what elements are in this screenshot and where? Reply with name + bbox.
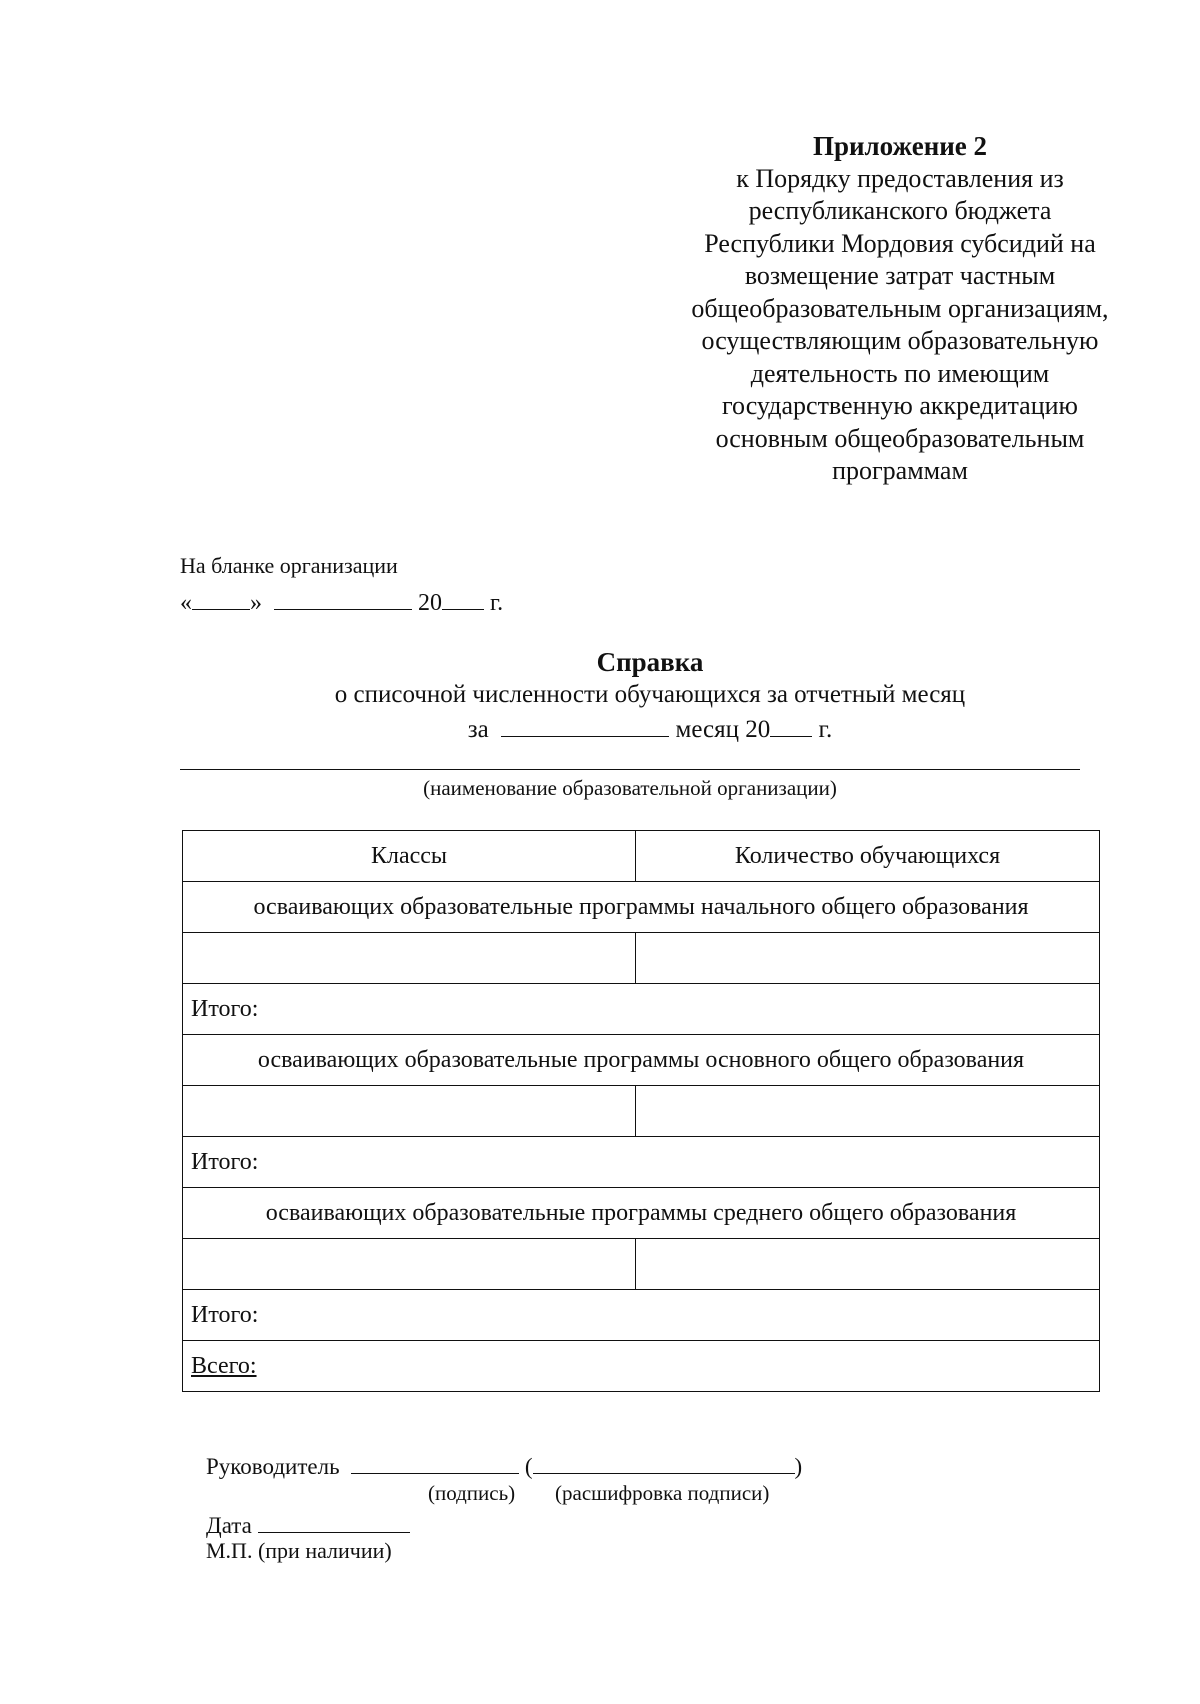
appendix-line: государственную аккредитацию [722,391,1078,420]
grand-total-cell [183,1341,1100,1392]
section-primary-title: осваивающих образовательные программы начального общего образования [183,882,1100,933]
section-row [183,1188,1100,1239]
header-classes: Классы [183,831,636,882]
appendix-line: программам [832,456,968,485]
month-label: месяц 20 [675,716,771,743]
date-close-quote: » [250,590,262,616]
signature-caption: (подпись) [428,1481,516,1505]
date-label: Дата [206,1513,252,1538]
section-secondary-total: Итого: [183,1290,1100,1341]
appendix-line: осуществляющим образовательную [701,326,1099,355]
report-month-blank [501,714,669,737]
stamp-label: М.П. (при наличии) [206,1538,392,1563]
section-row [183,882,1100,933]
month-blank [274,587,412,610]
open-paren: ( [524,1454,533,1479]
signature-line [206,1451,802,1480]
total-row [183,984,1100,1035]
table-row [183,1086,1100,1137]
class-cell[interactable] [183,1086,636,1137]
appendix-line: деятельность по имеющим [750,358,1050,388]
class-cell[interactable] [183,933,636,984]
appendix-block [640,130,1160,488]
total-row [183,1290,1100,1341]
section-basic-title: осваивающих образовательные программы основного общего образования [183,1035,1100,1086]
year-prefix: 20 [418,590,442,616]
section-secondary-title: осваивающих образовательные программы среднего общего образования [183,1188,1100,1239]
organization-name-line [180,769,1080,770]
table-row [183,1239,1100,1290]
appendix-line: к Порядку предоставления из [736,163,1064,193]
signature-decode-blank [533,1451,795,1474]
count-cell[interactable] [636,933,1100,984]
close-paren: ) [794,1454,803,1479]
signature-decode-caption: (расшифровка подписи) [555,1481,770,1505]
grand-total-row [183,1341,1100,1392]
day-blank [192,587,250,610]
students-table [182,830,1100,1392]
section-primary-total: Итого: [183,984,1100,1035]
letterhead-label: На бланке организации [180,553,398,578]
date-open-quote: « [180,590,192,616]
year-blank [442,587,484,610]
appendix-line: общеобразовательным организациям, [691,293,1109,323]
appendix-line: основным общеобразовательным [715,423,1085,453]
reference-month-line [0,714,1200,745]
section-basic-total: Итого: [183,1137,1100,1188]
for-label: за [467,716,489,743]
appendix-title: Приложение 2 [812,131,988,161]
header-student-count: Количество обучающихся [636,831,1100,882]
appendix-line: возмещение затрат частным [744,261,1056,290]
organization-name-caption: (наименование образовательной организации) [423,776,837,800]
reference-title: Справка [596,647,704,677]
date-blank [258,1510,410,1533]
appendix-line: республиканского бюджета [748,196,1052,225]
count-cell[interactable] [636,1086,1100,1137]
grand-total-label: Всего: [191,1352,257,1379]
date-line [180,587,503,617]
table-header-row [183,831,1100,882]
year-suffix: г. [490,590,504,616]
appendix-line: Республики Мордовия субсидий на [704,228,1096,258]
count-cell[interactable] [636,1239,1100,1290]
signature-blank [351,1451,519,1474]
reference-year-suffix: г. [818,716,833,743]
date-signature-line [206,1510,410,1539]
section-row [183,1035,1100,1086]
reference-subtitle: о списочной численности обучающихся за отчетный месяц [334,681,966,708]
report-year-blank [770,714,812,737]
head-label: Руководитель [206,1454,340,1479]
total-row [183,1137,1100,1188]
table-row [183,933,1100,984]
class-cell[interactable] [183,1239,636,1290]
